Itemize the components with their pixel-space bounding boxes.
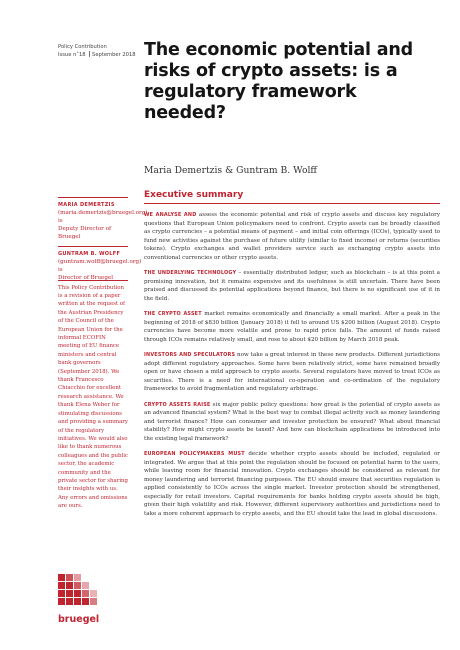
series-issue: Issue n˚18 (58, 52, 86, 58)
paragraph-text: now take a great interest in these new products. Different jurisdictions adopt different regulatory approaches. Some have been relatively strict, some have remained broadly open or have chosen a mild approach to crypto assets. Several regulators have moved to treat ICOs as securities. There is a need for international co-operation and co-ordination of the regulatory frameworks to avoid fragmentation and regulatory arbitrage. (144, 352, 440, 392)
paragraph-text: decide whether crypto assets should be included, regulated or integrated. We argue that at this point the regulation should be focused on potential harm to the users, while leaving room for financial innovation. Crypto exchanges should be considered as relevant for money laundering and terrorist financing purposes. The EU should ensure that securities regulation is applied consistently to ICOs across the single market. Investor protection should be strengthened, especially for retail investors. Capital requirements for banks holding crypto assets should be high, given their high volatility and risk. However, different supervisory authorities and jurisdictions need to take a more coherent approach to crypto assets, and the EU should take the lead in global discussions. (144, 451, 440, 517)
paragraph-text: market remains economically and financially a small market. After a peak in the beginning of 2018 of $830 billion (January 2018) it fell to around US $200 billion (August 2018). Crypto currencies have become more volatile and prone to rapid price falls. The amount of funds raised through ICOs remains relatively small, and rose to about $20 billion by March 2018 peak. (144, 311, 441, 343)
sidebar-rule (58, 197, 128, 198)
author2-line-2: Director of Bruegel (58, 274, 114, 281)
paragraph-lead: EUROPEAN POLICYMAKERS MUST (144, 451, 245, 457)
bruegel-logo (58, 574, 102, 625)
series-date: September 2018 (92, 52, 136, 58)
executive-summary-body (144, 211, 440, 525)
sidebar-author-2 (58, 246, 142, 282)
paragraph-lead: CRYPTO ASSETS RAISE (144, 401, 211, 408)
author1-line-1: (maria.demertzis@bruegel.org) is (58, 209, 148, 224)
logo-wordmark: bruegel (58, 614, 100, 625)
summary-paragraph (144, 211, 440, 262)
paragraph-lead: WE ANALYSE AND (144, 212, 197, 218)
summary-paragraph (144, 401, 440, 444)
executive-summary-heading: Executive summary (144, 190, 244, 200)
bruegel-logo-mark (58, 574, 98, 609)
sidebar-description (58, 280, 128, 511)
author1-label: MARIA DEMERTZIS (58, 201, 115, 208)
paragraph-lead: THE CRYPTO ASSET (144, 311, 202, 317)
author2-line-1: (guntram.wolff@bruegel.org) is (58, 258, 142, 273)
series-name: Policy Contribution (58, 44, 107, 50)
series-issue-line (58, 51, 136, 59)
paragraph-text: assess the economic potential and risk of crypto assets and discuss key regulatory questions that European Union policymakers need to confront. Crypto assets can be broadly classified as crypto currencies – a potential means of payment – and initial coin offerings (ICOs), typically used to fund new activities against the purchase of future utility (similar to fixed income) or returns (securities tokens). Crypto exchanges and wallet providers service such as exchanging crypto assets into conventional currencies or other crypto assets. (144, 212, 440, 261)
sidebar-author-1 (58, 197, 148, 241)
summary-paragraph (144, 450, 440, 518)
paragraph-lead: INVESTORS AND SPECULATORS (144, 352, 236, 358)
authors-line: Maria Demertzis & Guntram B. Wolff (144, 165, 317, 176)
author1-line-2: Deputy Director of Bruegel (58, 225, 112, 240)
paper-description: This Policy Contribution is a revision of a paper written at the request of the Austrian Presidency of the Council of the European Union for the informal ECOFIN meeting of EU finance ministers and central bank governors (September 2018). We thank Francesco Chiacchio for excellent research assistance. We thank Elena Weber for stimulating discussions and providing a summary of the regulatory initiatives. We would also like to thank numerous colleagues and the public sector, the academic community and the private sector for sharing their insights with us. Any errors and omissions are ours. (58, 284, 128, 510)
paragraph-text: six major public policy questions: how great is the potential of crypto assets as an advanced financial system? What is the best way to combat illegal activity such as money laundering and terrorist finance? How can consumer and investor protection be ensured? What about financial stability? How might crypto assets be taxed? And how can blockchain applications be introduced into the existing legal framework? (144, 401, 440, 442)
sidebar-rule (58, 246, 128, 247)
series-divider (89, 51, 90, 57)
sidebar-rule (58, 280, 128, 281)
paragraph-text: – essentially distributed ledger, such as blockchain – is at this point a promising innovation, but it remains expensive and its usefulness is still uncertain. There have been praised and discussed its potential applications beyond finance, but there is no significant use of it in the field. (144, 270, 440, 302)
author2-label: GUNTRAM B. WOLFF (58, 250, 121, 257)
summary-paragraph (144, 310, 440, 344)
summary-paragraph (144, 351, 440, 394)
heading-rule (144, 203, 440, 204)
page-title: The economic potential and risks of crypto assets: is a regulatory framework needed? (144, 40, 413, 123)
summary-paragraph (144, 269, 440, 303)
paragraph-lead: THE UNDERLYING TECHNOLOGY (144, 270, 237, 276)
series-info (58, 44, 136, 59)
